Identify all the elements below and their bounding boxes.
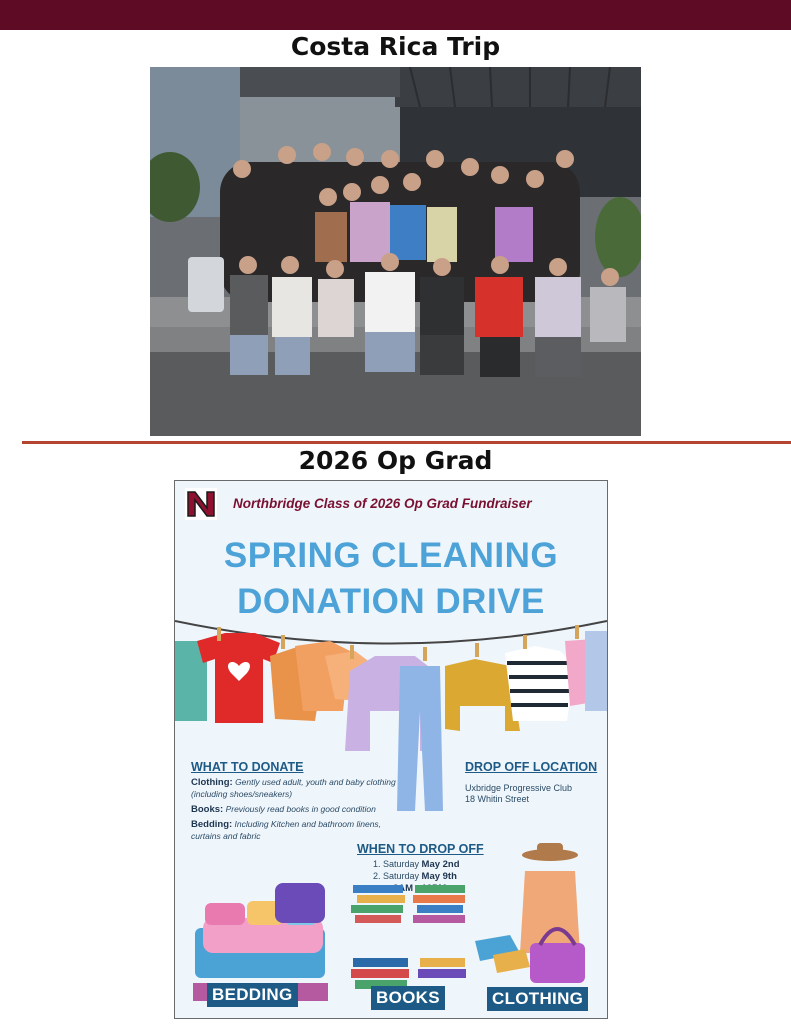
bedding-text-1: Including Kitchen and bathroom linens, [234,819,382,830]
headline-line-2: DONATION DRIVE [237,582,545,621]
bedding-label: Bedding: [191,819,233,831]
drop-off-time: 8AM [393,882,414,894]
books-label-badge: BOOKS [371,986,445,1010]
clothing-label: Clothing: [191,777,233,788]
when-to-drop-off-heading: WHEN TO DROP OFF [357,842,484,856]
top-banner-bar [0,0,791,30]
section-title-op-grad: 2026 Op Grad [298,446,493,475]
bedding-text-2: curtains and fabric [191,831,261,842]
drop-off-line-1: Uxbridge Progressive Club [465,783,573,793]
date-1-prefix: 1. Saturday [373,859,422,869]
what-to-donate-heading: WHAT TO DONATE [191,760,304,774]
donation-drive-flyer [174,480,608,1019]
drop-off-address [465,783,572,806]
section-divider [22,441,791,444]
books-label: Books: [191,803,224,815]
clothing-text-1: Gently used adult, youth and baby clothing [235,777,396,787]
clothing-text-2: (including shoes/sneakers) [191,788,293,799]
date-1: May 2nd [421,859,460,870]
bedding-label-badge: BEDDING [207,983,298,1007]
group-photo [150,67,641,436]
fundraiser-title: Northbridge Class of 2026 Op Grad Fundraiser [233,496,532,511]
drop-off-location-heading: DROP OFF LOCATION [465,760,598,774]
books-text: Previously read books in good condition [225,803,376,814]
section-title-costa-rica: Costa Rica Trip [290,32,501,61]
what-to-donate-list [191,777,421,842]
northbridge-n-logo-icon [185,488,217,520]
clothing-label-badge: CLOTHING [487,987,588,1011]
drop-off-line-2: 18 Whitin Street [465,794,530,805]
headline-line-1: SPRING CLEANING [223,536,559,575]
date-2: May 9th [421,870,457,882]
date-2-prefix: 2. Saturday [373,870,422,881]
